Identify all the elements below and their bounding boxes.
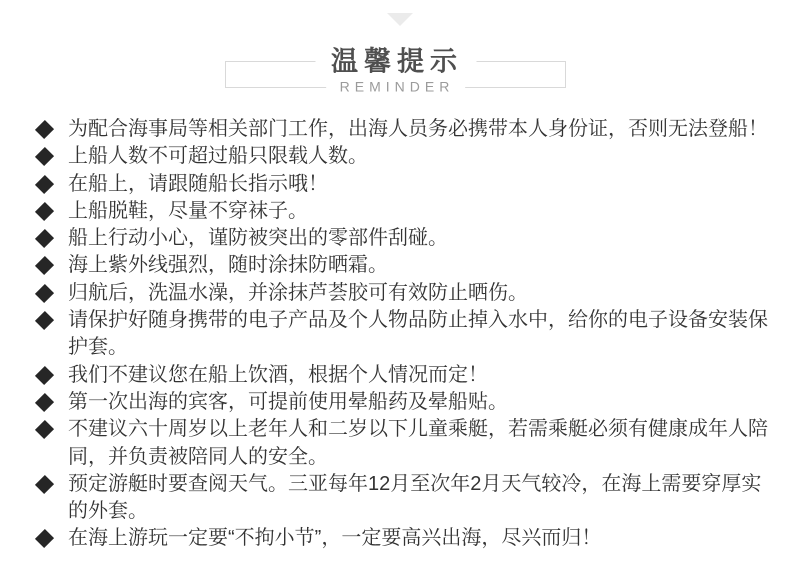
- reminder-item: [38, 198, 773, 225]
- reminder-item: [38, 307, 773, 362]
- diamond-bullet-icon: [35, 284, 54, 303]
- reminder-item: [38, 171, 773, 198]
- diamond-bullet-icon: [35, 311, 54, 330]
- page-title: 温馨提示: [315, 46, 476, 77]
- diamond-bullet-icon: [35, 147, 54, 166]
- page-subtitle: REMINDER: [326, 79, 466, 94]
- reminder-item: [38, 389, 773, 416]
- reminder-item: [38, 362, 773, 389]
- reminder-text: 船上行动小心，谨防被突出的零部件刮碰。: [68, 227, 448, 250]
- diamond-bullet-icon: [35, 366, 54, 385]
- reminder-text: 请保护好随身携带的电子产品及个人物品防止掉入水中，给你的电子设备安装保护套。: [68, 309, 768, 359]
- diamond-bullet-icon: [35, 420, 54, 439]
- reminder-item: [38, 252, 773, 279]
- reminder-text: 为配合海事局等相关部门工作，出海人员务必携带本人身份证，否则无法登船！: [68, 118, 768, 140]
- reminder-list: [0, 116, 773, 553]
- reminder-text: 海上紫外线强烈，随时涂抹防晒霜。: [68, 254, 388, 277]
- diamond-bullet-icon: [35, 120, 54, 139]
- reminder-item: [38, 416, 773, 471]
- reminder-item: [38, 225, 773, 252]
- diamond-bullet-icon: [35, 393, 54, 412]
- reminder-item: [38, 143, 773, 170]
- reminder-text: 不建议六十周岁以上老年人和二岁以下儿童乘艇，若需乘艇必须有健康成年人陪同，并负责被陪同人的安全。: [68, 418, 768, 468]
- diamond-bullet-icon: [35, 202, 54, 221]
- diamond-bullet-icon: [35, 175, 54, 194]
- reminder-item: [38, 116, 773, 143]
- reminder-item: [38, 525, 773, 552]
- diamond-bullet-icon: [35, 229, 54, 248]
- reminder-text: 预定游艇时要查阅天气。三亚每年12月至次年2月天气较冷，在海上需要穿厚实的外套。: [68, 472, 762, 523]
- reminder-item: [38, 280, 773, 307]
- diamond-bullet-icon: [35, 529, 54, 548]
- diamond-bullet-icon: [35, 256, 54, 275]
- reminder-item: [38, 471, 773, 526]
- reminder-text: 在船上，请跟随船长指示哦！: [68, 172, 328, 195]
- reminder-text: 归航后，洗温水澡，并涂抹芦荟胶可有效防止晒伤。: [68, 281, 528, 304]
- header-frame: [225, 46, 566, 95]
- reminder-text: 在海上游玩一定要“不拘小节”，一定要高兴出海，尽兴而归！: [68, 527, 602, 550]
- reminder-text: 上船人数不可超过船只限载人数。: [68, 145, 368, 168]
- diamond-bullet-icon: [35, 475, 54, 494]
- reminder-text: 我们不建议您在船上饮酒，根据个人情况而定！: [68, 363, 488, 386]
- reminder-text: 上船脱鞋，尽量不穿袜子。: [68, 199, 308, 222]
- triangle-down-icon: [387, 13, 413, 26]
- reminder-text: 第一次出海的宾客，可提前使用晕船药及晕船贴。: [68, 390, 508, 413]
